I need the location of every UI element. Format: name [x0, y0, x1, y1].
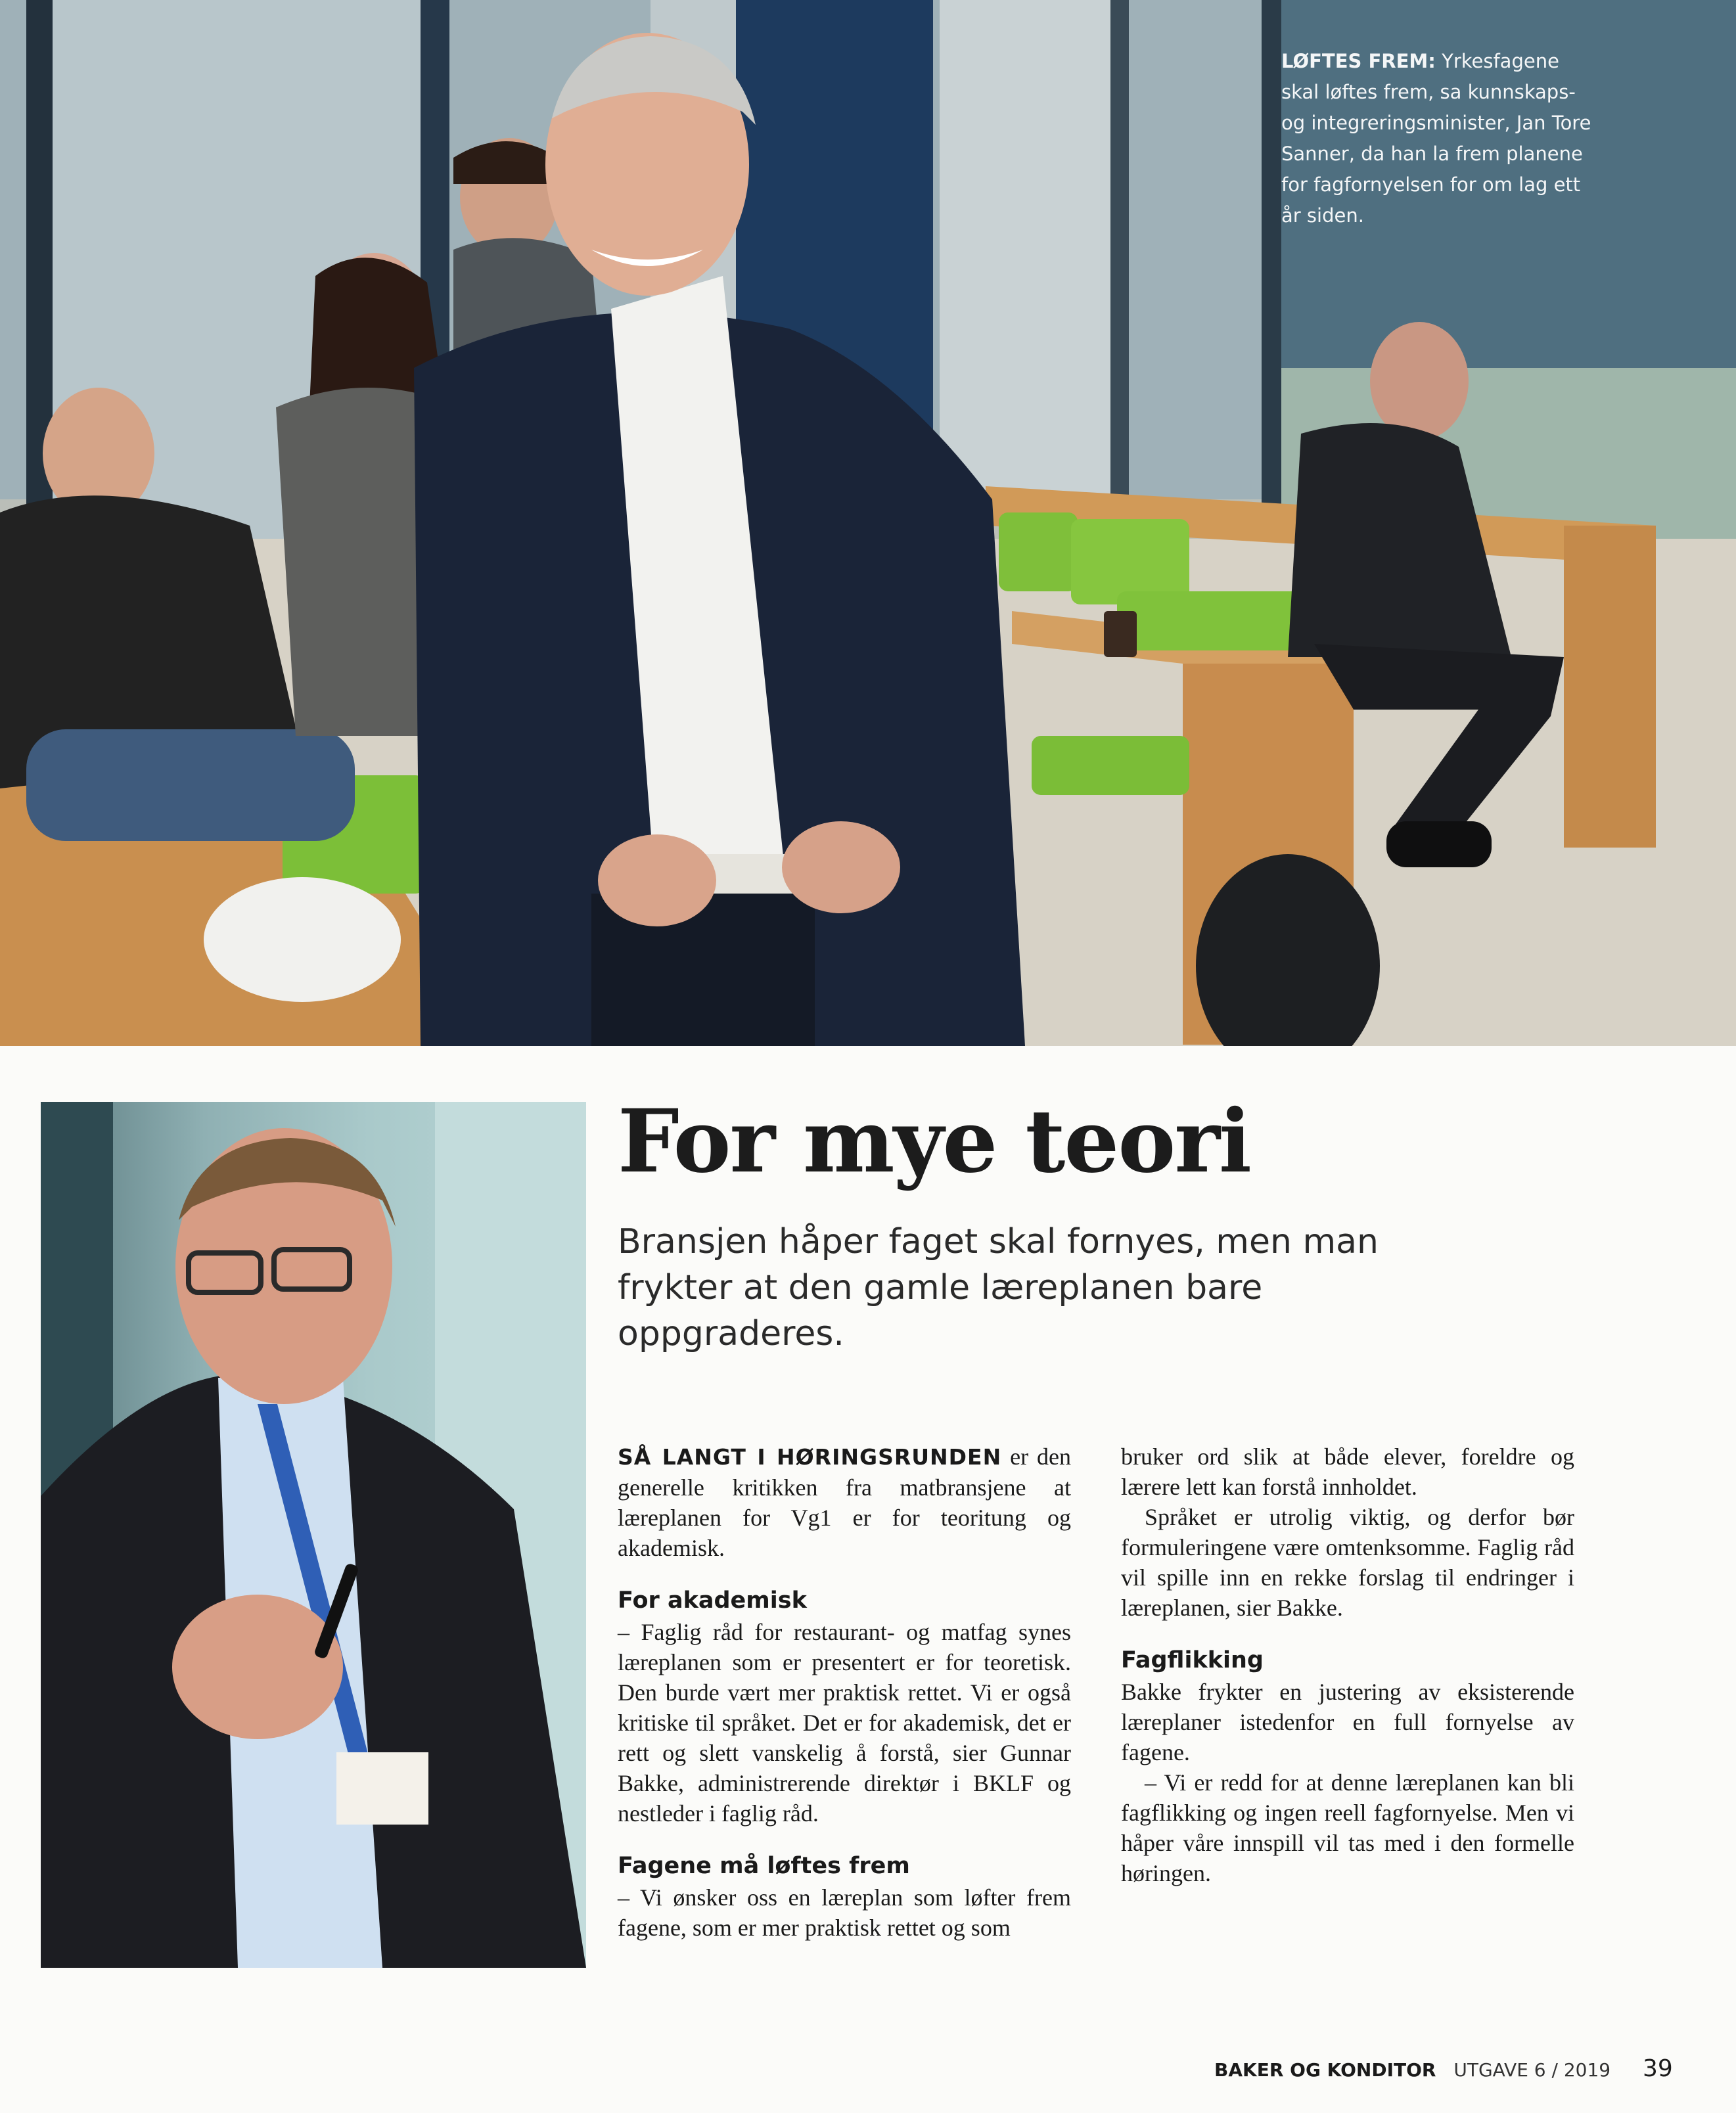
headline: For mye teori	[618, 1091, 1251, 1193]
lead-paragraph: Bransjen håper faget skal fornyes, men man frykter at den gamle læreplanen bare oppgraderes.	[618, 1222, 1379, 1353]
page-footer	[1214, 2055, 1673, 2082]
top-photo	[0, 0, 1736, 1046]
section-heading-fagene-ma-loftes-frem: Fagene må løftes frem	[618, 1853, 910, 1879]
page-number: 39	[1643, 2055, 1673, 2082]
photo-caption-text: Yrkesfagene skal løftes frem, sa kunnskaps- og integreringsminister, Jan Tore Sanner, da han la frem planene for fagfornyelsen for om lag ett år siden.	[1281, 50, 1591, 227]
section-2-paragraph-b: bruker ord slik at både elever, foreldre og lærere lett kan forstå innholdet.	[1121, 1443, 1574, 1500]
intro-text: er den generelle kritikken fra matbransjene at læreplanen for Vg1 er for teoritung og akademisk.	[618, 1443, 1072, 1561]
section-heading-fagflikking: Fagflikking	[1121, 1647, 1264, 1673]
article-column-2	[1121, 1442, 1574, 1888]
section-heading-for-akademisk: For akademisk	[618, 1587, 807, 1614]
section-1-paragraph: – Faglig råd for restaurant- og matfag synes læreplanen som er presentert er for teoretisk. Den burde vært mer praktisk rettet. Vi er også kritiske til språket. Det er for akademisk, det er rett og slett vanskelig å forstå, sier Gunnar Bakke, administrerende direktør i BKLF og nestleder i faglig råd.	[618, 1619, 1071, 1827]
article-column-1	[618, 1442, 1071, 1943]
intro-paragraph	[618, 1442, 1071, 1563]
intro-runin: SÅ LANGT I HØRINGSRUNDEN	[618, 1444, 1002, 1470]
section-2-paragraph-c: Språket er utrolig viktig, og derfor bør formuleringene være omtenksomme. Faglig råd vil spille inn en rekke forslag til endringer i læreplanen, sier Bakke.	[1121, 1504, 1574, 1621]
section-3-paragraph-a: Bakke frykter en justering av eksisterende læreplaner istedenfor en full fornyelse av fagene.	[1121, 1679, 1574, 1765]
issue-label: UTGAVE 6 / 2019	[1453, 2059, 1611, 2081]
speaker-portrait-illustration	[41, 1102, 586, 1968]
photo-caption	[1281, 46, 1597, 231]
portrait-photo	[41, 1102, 586, 1968]
photo-caption-label: LØFTES FREM:	[1281, 50, 1436, 72]
section-3-paragraph-b: – Vi er redd for at denne læreplanen kan bli fagflikking og ingen reell fagfornyelse. Men vi håper våre innspill vil tas med i den formelle høringen.	[1121, 1769, 1574, 1886]
publication-name: BAKER OG KONDITOR	[1214, 2059, 1436, 2081]
section-2-paragraph-a: – Vi ønsker oss en læreplan som løfter frem fagene, som er mer praktisk rettet og som	[618, 1884, 1071, 1941]
